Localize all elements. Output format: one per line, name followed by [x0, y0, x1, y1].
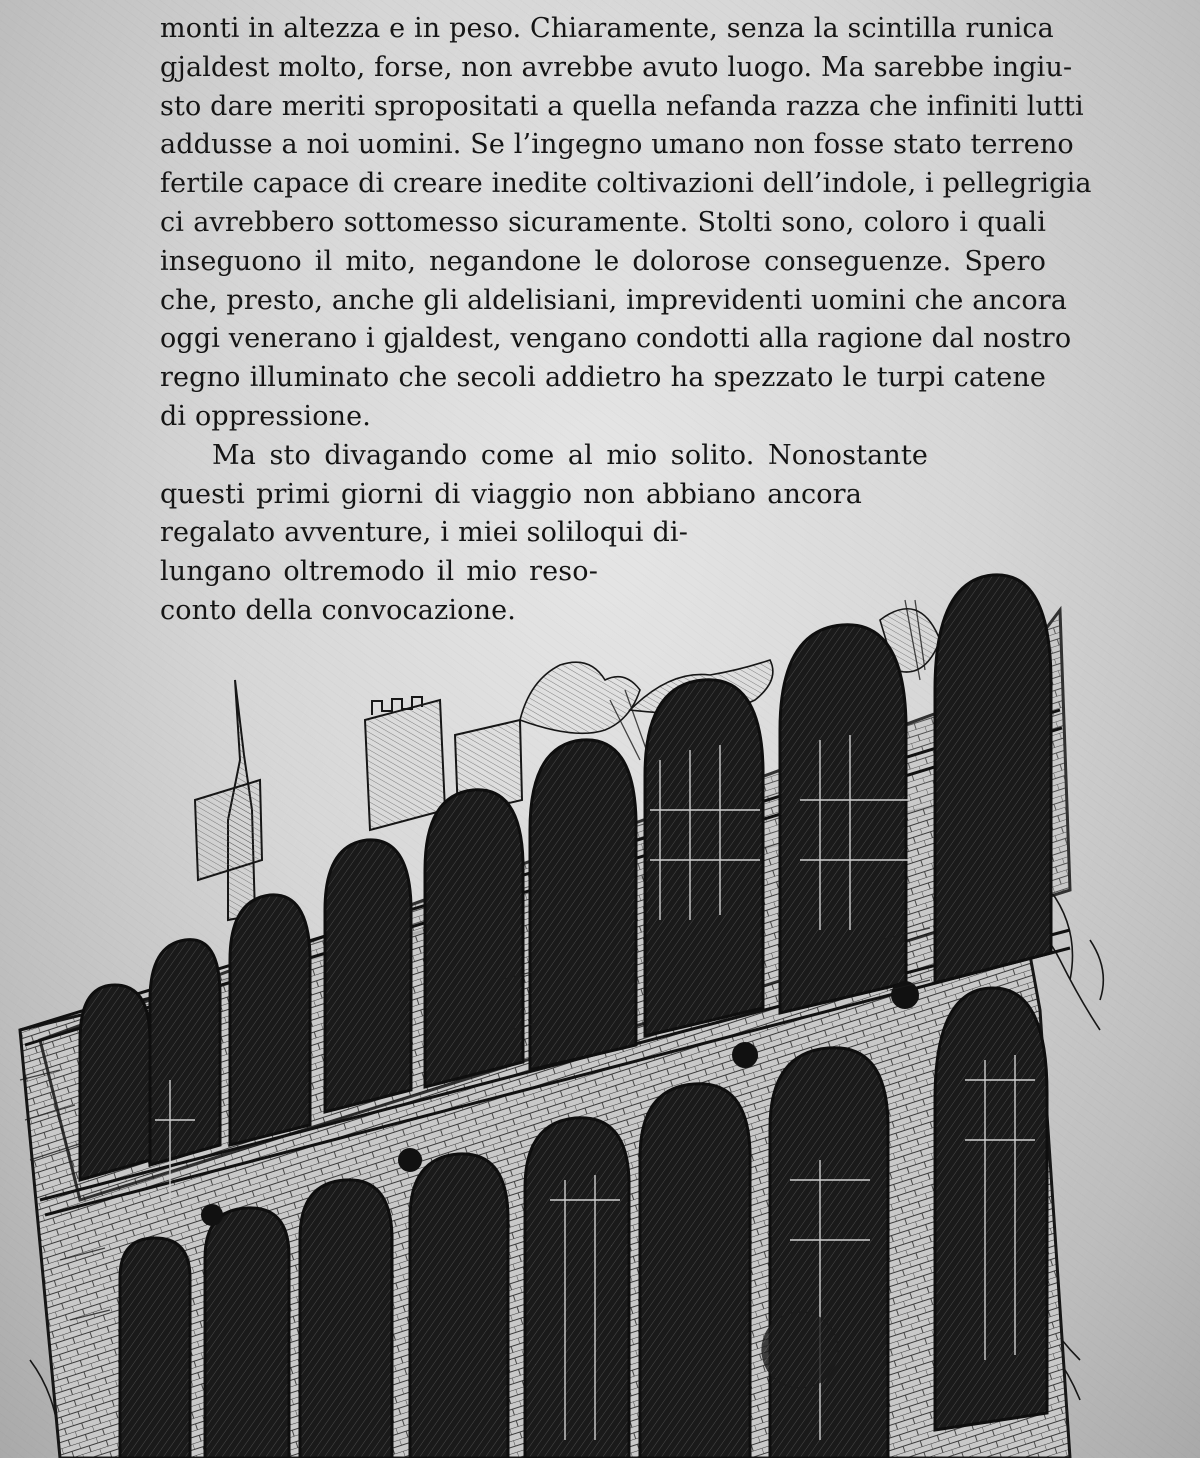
arch-icon	[410, 1154, 508, 1458]
arch-icon	[230, 895, 310, 1145]
arch-icon	[530, 740, 636, 1070]
text-line: monti in altezza e in peso. Chiaramente, senza la scintilla runica	[160, 13, 1054, 44]
arch-icon	[150, 940, 220, 1165]
arch-icon	[640, 1084, 750, 1458]
arch-icon	[205, 1208, 289, 1458]
text-line: di oppressione.	[160, 400, 372, 432]
text-line: sto dare meriti spropositati a quella nefanda razza che infiniti lutti	[160, 90, 1084, 122]
ink-drawing-icon	[0, 560, 1200, 1458]
arch-icon	[425, 790, 523, 1087]
text-line: gjaldest molto, forse, non avrebbe avuto luogo. Ma sarebbe ingiu-	[160, 51, 1073, 83]
text-line: regno illuminato che secoli addietro ha spezzato le turpi catene	[160, 362, 1046, 394]
arch-icon	[780, 625, 906, 1013]
arch-icon	[935, 988, 1047, 1430]
arch-icon	[525, 1118, 629, 1458]
text-line: oggi venerano i gjaldest, vengano condotti alla ragione dal nostro	[160, 323, 1072, 355]
arch-icon	[325, 840, 411, 1112]
text-line: addusse a noi uomini. Se l’ingegno umano non fosse stato terreno	[160, 129, 1074, 161]
text-line: lungano oltremodo il mio reso-	[160, 556, 598, 588]
arch-icon	[120, 1238, 190, 1458]
arch-icon	[80, 985, 150, 1180]
body-text	[160, 10, 1092, 631]
arch-icon	[770, 1048, 888, 1458]
text-line: conto della convocazione.	[160, 594, 516, 626]
arch-icon	[645, 680, 763, 1036]
text-line: Ma sto divagando come al mio solito. Nonostante	[212, 439, 928, 471]
arch-icon	[935, 575, 1051, 983]
text-line: regalato avventure, i miei soliloqui di-	[160, 517, 688, 549]
text-line: inseguono il mito, negandone le dolorose conseguenze. Spero	[160, 245, 1046, 277]
text-line: fertile capace di creare inedite coltivazioni dell’indole, i pellegrigia	[160, 168, 1092, 200]
text-line: che, presto, anche gli aldelisiani, imprevidenti uomini che ancora	[160, 284, 1068, 316]
text-line: questi primi giorni di viaggio non abbiano ancora	[160, 478, 862, 510]
text-line: ci avrebbero sottomesso sicuramente. Stolti sono, coloro i quali	[160, 206, 1046, 238]
arch-icon	[300, 1180, 392, 1458]
